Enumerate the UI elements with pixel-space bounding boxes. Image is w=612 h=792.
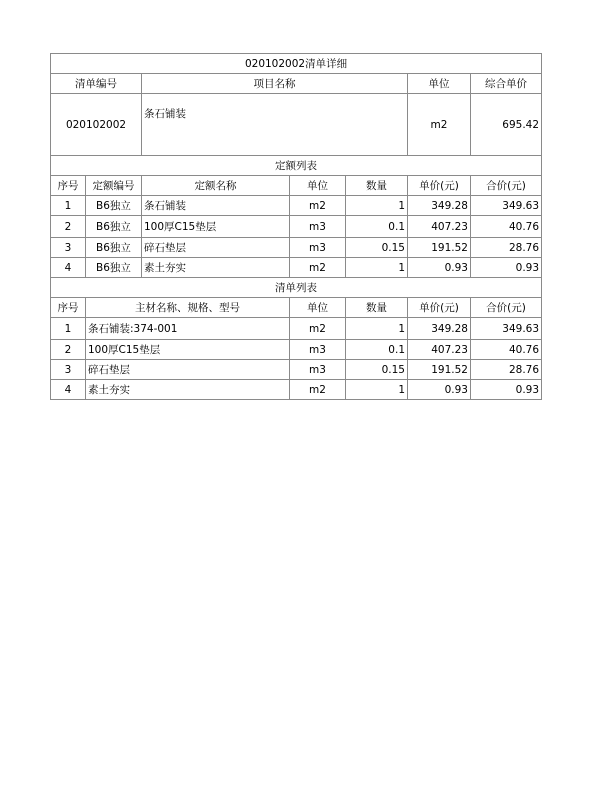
quota-qty: 0.15 [346, 238, 408, 258]
quota-name: 100厚C15垫层 [142, 216, 290, 238]
quota-unit: m2 [290, 196, 346, 216]
quota-col-qty: 数量 [346, 176, 408, 196]
list-col-total: 合价(元) [471, 298, 542, 318]
list-price: 349.28 [408, 318, 471, 340]
list-col-price: 单价(元) [408, 298, 471, 318]
list-qty: 0.1 [346, 340, 408, 360]
list-material: 素土夯实 [86, 380, 290, 400]
table-row [51, 216, 542, 238]
list-col-unit: 单位 [290, 298, 346, 318]
list-seq: 3 [51, 360, 86, 380]
table-row [51, 258, 542, 278]
quota-code: B6独立 [86, 238, 142, 258]
page-title: 020102002清单详细 [51, 54, 542, 74]
quota-total: 28.76 [471, 238, 542, 258]
list-material: 碎石垫层 [86, 360, 290, 380]
list-unit: m3 [290, 340, 346, 360]
quota-qty: 1 [346, 258, 408, 278]
list-unit: m3 [290, 360, 346, 380]
table-row [51, 360, 542, 380]
quota-price: 0.93 [408, 258, 471, 278]
quota-unit: m2 [290, 258, 346, 278]
list-unit: m2 [290, 380, 346, 400]
quota-seq: 3 [51, 238, 86, 258]
list-total: 28.76 [471, 360, 542, 380]
list-price: 407.23 [408, 340, 471, 360]
quota-unit: m3 [290, 216, 346, 238]
table-row [51, 340, 542, 360]
list-total: 40.76 [471, 340, 542, 360]
quota-total: 349.63 [471, 196, 542, 216]
quota-total: 40.76 [471, 216, 542, 238]
list-section-title: 清单列表 [51, 278, 542, 298]
quota-name: 素土夯实 [142, 258, 290, 278]
quota-price: 191.52 [408, 238, 471, 258]
quota-code: B6独立 [86, 216, 142, 238]
list-material: 100厚C15垫层 [86, 340, 290, 360]
quota-col-seq: 序号 [51, 176, 86, 196]
table-row [51, 196, 542, 216]
list-col-material: 主材名称、规格、型号 [86, 298, 290, 318]
header-price-label: 综合单价 [471, 74, 542, 94]
quota-col-name: 定额名称 [142, 176, 290, 196]
quota-col-price: 单价(元) [408, 176, 471, 196]
quota-name: 碎石垫层 [142, 238, 290, 258]
item-code: 020102002 [51, 94, 142, 156]
table-row [51, 238, 542, 258]
list-seq: 4 [51, 380, 86, 400]
quota-seq: 1 [51, 196, 86, 216]
list-unit: m2 [290, 318, 346, 340]
list-price: 191.52 [408, 360, 471, 380]
quota-seq: 2 [51, 216, 86, 238]
quota-price: 407.23 [408, 216, 471, 238]
quota-col-code: 定额编号 [86, 176, 142, 196]
list-qty: 1 [346, 380, 408, 400]
detail-table [50, 53, 542, 400]
list-seq: 1 [51, 318, 86, 340]
list-price: 0.93 [408, 380, 471, 400]
header-unit-label: 单位 [408, 74, 471, 94]
quota-code: B6独立 [86, 258, 142, 278]
quota-section-title: 定额列表 [51, 156, 542, 176]
list-seq: 2 [51, 340, 86, 360]
quota-qty: 0.1 [346, 216, 408, 238]
quota-price: 349.28 [408, 196, 471, 216]
item-name: 条石铺装 [142, 94, 408, 156]
quota-qty: 1 [346, 196, 408, 216]
list-total: 349.63 [471, 318, 542, 340]
quota-total: 0.93 [471, 258, 542, 278]
list-col-seq: 序号 [51, 298, 86, 318]
quota-col-total: 合价(元) [471, 176, 542, 196]
quota-code: B6独立 [86, 196, 142, 216]
item-unit: m2 [408, 94, 471, 156]
quota-name: 条石铺装 [142, 196, 290, 216]
quota-unit: m3 [290, 238, 346, 258]
list-total: 0.93 [471, 380, 542, 400]
list-qty: 0.15 [346, 360, 408, 380]
list-material: 条石铺装:374-001 [86, 318, 290, 340]
list-col-qty: 数量 [346, 298, 408, 318]
table-row [51, 318, 542, 340]
list-qty: 1 [346, 318, 408, 340]
header-name-label: 项目名称 [142, 74, 408, 94]
table-row [51, 380, 542, 400]
quota-col-unit: 单位 [290, 176, 346, 196]
header-code-label: 清单编号 [51, 74, 142, 94]
item-price: 695.42 [471, 94, 542, 156]
quota-seq: 4 [51, 258, 86, 278]
